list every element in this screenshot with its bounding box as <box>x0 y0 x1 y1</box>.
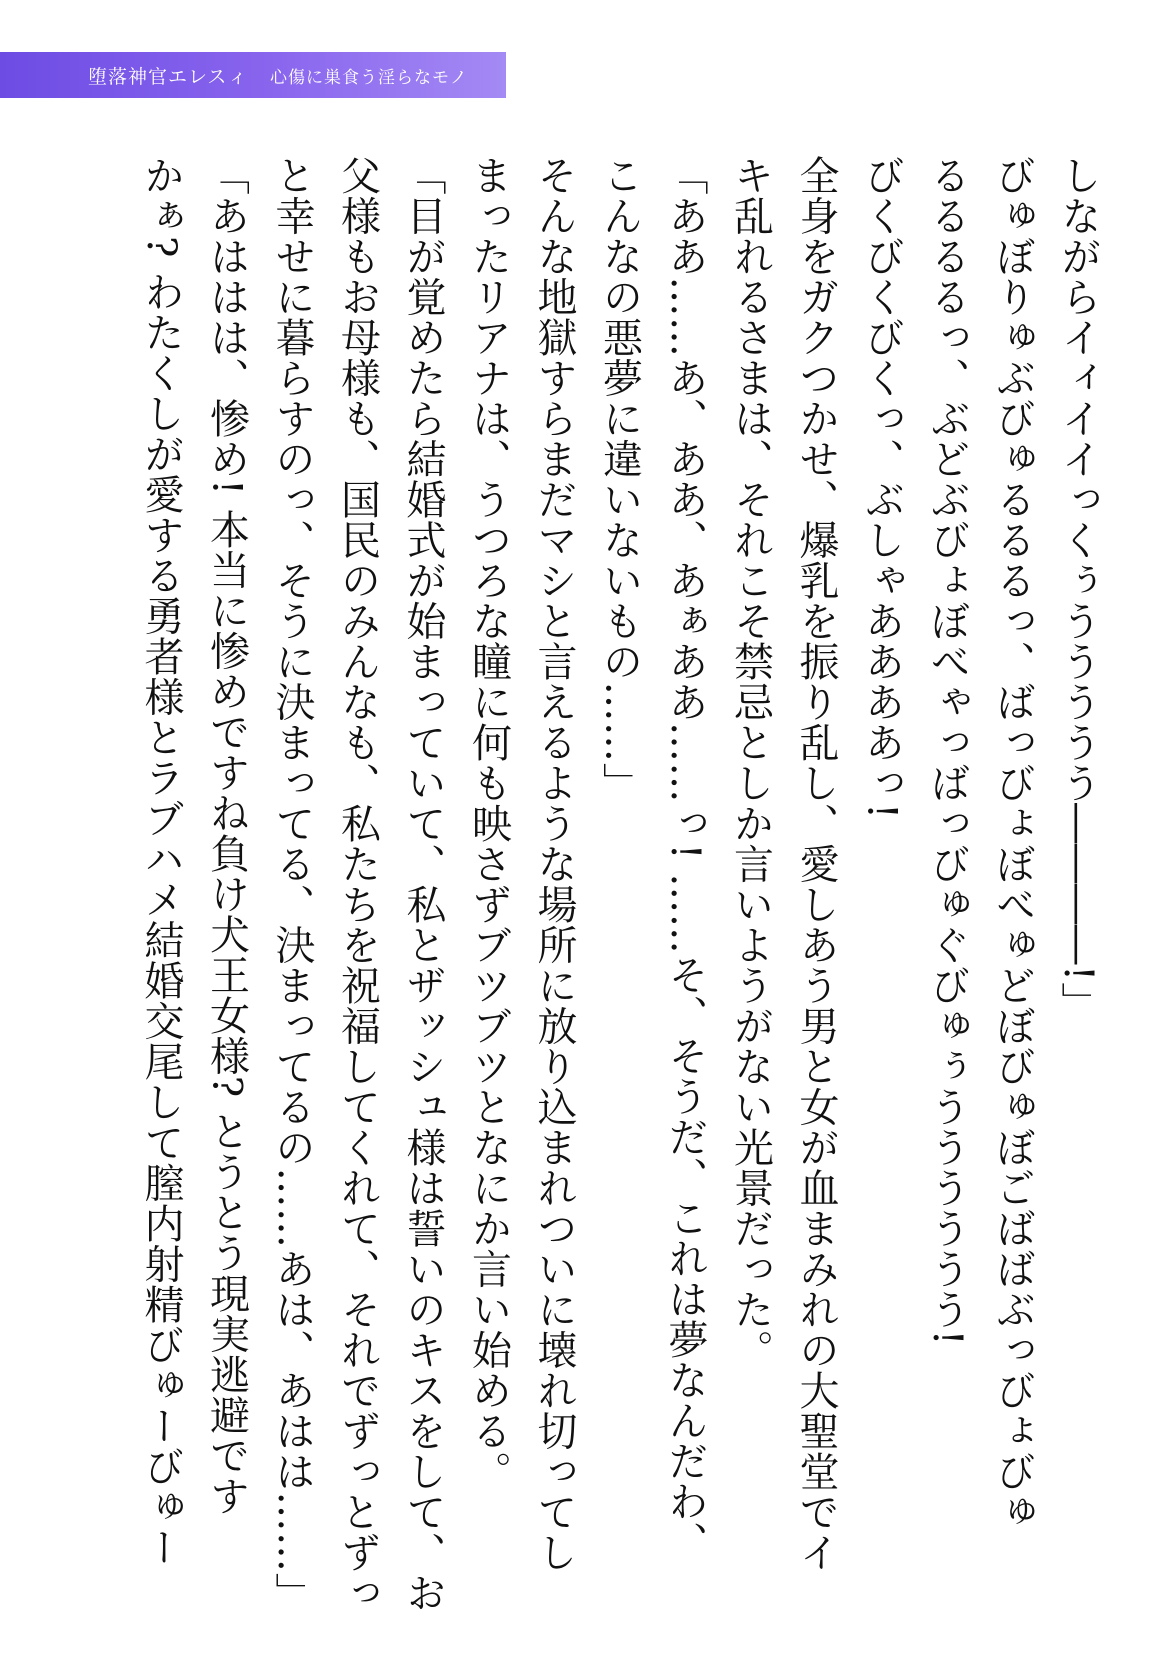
text-line: キ乱れるさまは、それこそ禁忌としか言いようがない光景だった。 <box>727 155 774 1370</box>
text-line: 「目が覚めたら結婚式が始まっていて、私とザッシュ様は誓いのキスをして、お <box>400 155 446 1613</box>
text-line: かぁ? わたくしが愛する勇者様とラブハメ結婚交尾して膣内射精びゅーびゅー <box>138 155 184 1568</box>
text-line: 父様もお母様も、国民のみんなも、私たちを祝福してくれて、それでずっとずっ <box>334 155 381 1613</box>
running-header <box>0 52 506 98</box>
text-line: と幸せに暮らすのっ、そうに決まってる、決まってるの……あは、あはは……」 <box>269 155 315 1613</box>
chapter-title: 心傷に巣食う淫らなモノ <box>270 67 468 88</box>
text-line: 「あははは、惨め! 本当に惨めですね負け犬王女様? とうとう現実逃避です <box>203 155 250 1516</box>
text-line: まったリアナは、うつろな瞳に何も映さずブツブツとなにか言い始める。 <box>465 155 512 1492</box>
text-line: るるるるっ、ぶどぶびょぼべゃっばっびゅぐびゅぅうううううう! <box>924 155 970 1347</box>
text-line: びくびくびくっ、ぶしゃああああっ! <box>858 155 905 820</box>
text-line: しながらイィイイっくぅううううう――――!」 <box>1055 155 1101 1023</box>
text-line: そんな地獄すらまだマシと言えるような場所に放り込まれついに壊れ切ってし <box>531 155 577 1573</box>
text-line: こんなの悪夢に違いないもの……」 <box>596 155 643 803</box>
text-line: 全身をガクつかせ、爆乳を振り乱し、愛しあう男と女が血まみれの大聖堂でイ <box>793 155 839 1573</box>
book-title: 堕落神官エレスィ <box>88 65 249 88</box>
text-line: 「ああ……あ、ああ、あぁああ……っ! ……そ、そうだ、これは夢なんだわ、 <box>662 155 708 1562</box>
vertical-text-body <box>70 155 1110 1613</box>
text-line: びゅぼりゅぶびゅるるるっ、ばっびょぼべゅどぼびゅぼごばばぶっびょびゅ <box>989 155 1036 1532</box>
